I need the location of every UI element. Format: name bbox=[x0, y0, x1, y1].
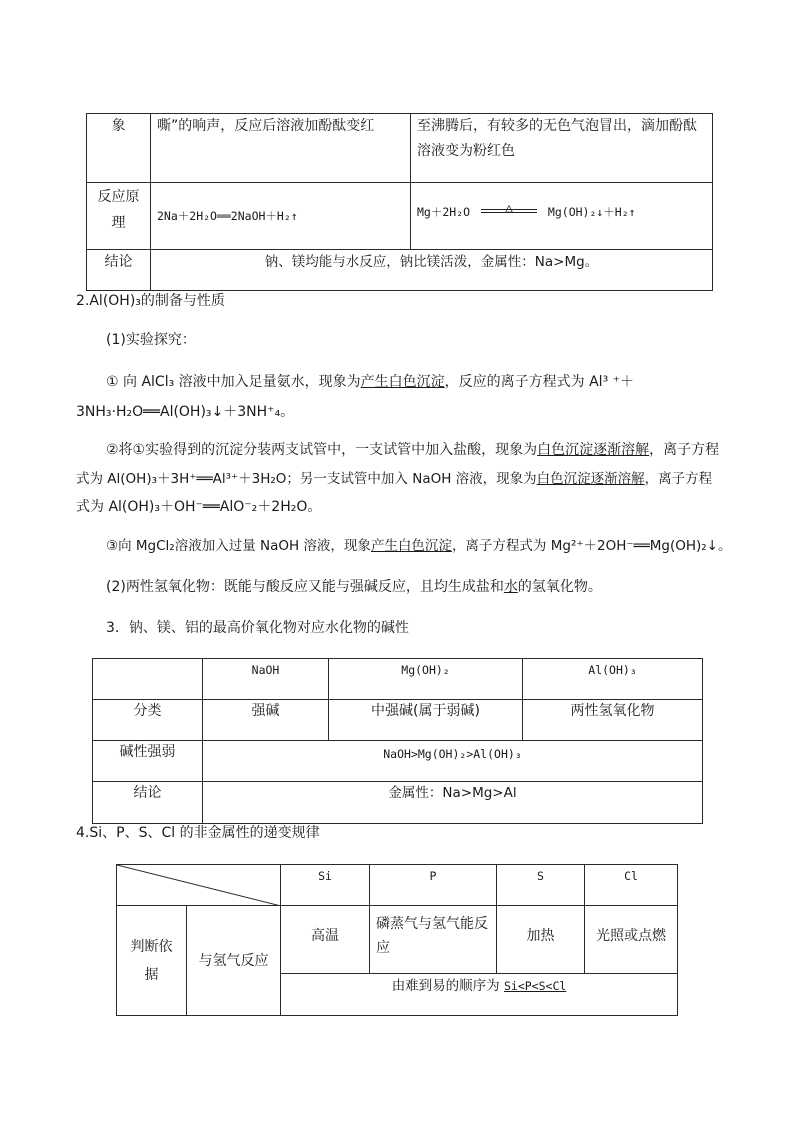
answer-underlined: 产生白色沉淀 bbox=[370, 538, 452, 554]
cell-text: 高温 bbox=[311, 928, 339, 944]
table-cell bbox=[203, 782, 703, 824]
cell-text: 加热 bbox=[526, 928, 555, 944]
table-cell bbox=[203, 700, 329, 741]
table-row bbox=[87, 114, 713, 183]
cell-text: 光照或点燃 bbox=[596, 928, 666, 944]
text: 的氢氧化物。 bbox=[517, 579, 602, 595]
cell-text: 与氢气反应 bbox=[198, 952, 269, 969]
answer-underlined: 白色沉淀逐渐溶解 bbox=[536, 471, 645, 487]
cell-text: 磷蒸气与氢气能反 bbox=[376, 916, 488, 932]
table-cell bbox=[203, 741, 703, 782]
cell-na-observation bbox=[151, 114, 411, 183]
text: (2)两性氢氧化物：既能与酸反应又能与强碱反应，且均生成盐和 bbox=[106, 579, 504, 595]
table-cell bbox=[523, 700, 703, 741]
cell-text: P bbox=[429, 869, 437, 883]
answer-underlined: 水 bbox=[503, 579, 518, 595]
table-row bbox=[87, 183, 713, 250]
table-cell bbox=[329, 700, 523, 741]
text: ，离子方程 bbox=[644, 471, 713, 487]
paragraph-3 bbox=[106, 536, 731, 556]
section-title-nonmetal: 4.Si、P、S、Cl 的非金属性的递变规律 bbox=[76, 825, 320, 841]
table-row bbox=[93, 659, 703, 700]
text: ②将①实验得到的沉淀分装两支试管中，一支试管中加入盐酸，现象为 bbox=[106, 442, 538, 458]
row-label-yuanli bbox=[87, 183, 151, 250]
answer-underlined: 白色沉淀逐渐溶解 bbox=[537, 442, 650, 458]
header-cell-empty bbox=[93, 659, 203, 700]
cell-text: 判断依 bbox=[130, 938, 173, 955]
paragraph-2-line-3: 式为 Al(OH)₃＋OH⁻══AlO⁻₂＋2H₂O。 bbox=[76, 499, 322, 515]
row-label-jielun bbox=[87, 250, 151, 291]
cell-text: NaOH>Mg(OH)₂>Al(OH)₃ bbox=[383, 747, 522, 761]
table-row bbox=[93, 782, 703, 824]
heat-triangle-icon: △ bbox=[505, 201, 513, 216]
table-cell bbox=[370, 906, 497, 974]
cell-text: 应 bbox=[376, 940, 390, 956]
row-label-inner bbox=[187, 906, 281, 1016]
cell-na-equation bbox=[151, 183, 411, 250]
row-label bbox=[93, 782, 203, 824]
table-basicity bbox=[92, 658, 703, 824]
paragraph-1-line-1 bbox=[106, 372, 634, 392]
table-nonmetal bbox=[116, 864, 678, 1016]
cell-mg-observation bbox=[411, 114, 713, 183]
answer-underlined: Si<P<S<Cl bbox=[503, 979, 567, 993]
cell-text: 由难到易的顺序为 bbox=[391, 978, 504, 994]
row-label-xianxiang bbox=[87, 114, 151, 183]
cell-text: 中强碱(属于弱碱) bbox=[371, 703, 480, 719]
section-title-basicity: 3．钠、镁、铝的最高价氧化物对应水化物的碱性 bbox=[106, 620, 409, 636]
table-cell bbox=[585, 906, 678, 974]
diagonal-divider-icon bbox=[117, 865, 281, 906]
cell-text: 反应原 bbox=[97, 189, 140, 205]
text: ，离子方程式为 Mg²⁺＋2OH⁻══Mg(OH)₂↓。 bbox=[451, 538, 732, 554]
table-cell bbox=[281, 906, 370, 974]
text: ① 向 AlCl₃ 溶液中加入足量氨水，现象为 bbox=[106, 374, 361, 390]
reaction-condition-arrow bbox=[481, 201, 537, 216]
equation-text: Mg(OH)₂↓＋H₂↑ bbox=[547, 205, 636, 219]
header-cell bbox=[585, 865, 678, 906]
subheading-amphoteric bbox=[106, 577, 602, 597]
cell-text: Al(OH)₃ bbox=[588, 663, 637, 677]
cell-text: S bbox=[537, 869, 544, 883]
table-na-mg-water bbox=[86, 113, 713, 291]
paragraph-2-line-1 bbox=[106, 440, 719, 460]
cell-text: 据 bbox=[144, 966, 159, 983]
paragraph-2-line-2 bbox=[76, 469, 712, 489]
cell-text: 金属性：Na>Mg>Al bbox=[388, 785, 517, 801]
cell-text: Si bbox=[318, 869, 332, 883]
cell-text: Mg(OH)₂ bbox=[401, 663, 450, 677]
table-cell-order bbox=[281, 974, 678, 1016]
equation-text: Mg＋2H₂O bbox=[417, 205, 471, 219]
row-label bbox=[93, 741, 203, 782]
cell-text: 碱性强弱 bbox=[119, 744, 176, 760]
text: ，离子方程 bbox=[649, 442, 720, 458]
equation-text: 2Na＋2H₂O══2NaOH＋H₂↑ bbox=[157, 209, 298, 223]
cell-text: 结论 bbox=[104, 254, 133, 270]
cell-text: 强碱 bbox=[251, 703, 280, 719]
header-cell bbox=[370, 865, 497, 906]
section-title-al-oh3: 2.Al(OH)₃的制备与性质 bbox=[76, 293, 225, 309]
cell-text: 嘶”的响声，反应后溶液加酚酞变红 bbox=[157, 118, 375, 134]
row-label bbox=[93, 700, 203, 741]
cell-text: 分类 bbox=[133, 703, 162, 719]
cell-text: 理 bbox=[111, 215, 126, 231]
text: ，反应的离子方程式为 Al³ ⁺＋ bbox=[444, 374, 635, 390]
cell-text: Cl bbox=[624, 869, 638, 883]
text: ③向 MgCl₂溶液加入过量 NaOH 溶液，现象 bbox=[106, 538, 371, 554]
header-cell bbox=[203, 659, 329, 700]
header-cell bbox=[329, 659, 523, 700]
cell-text: NaOH bbox=[251, 663, 280, 677]
cell-text: 结论 bbox=[133, 785, 162, 801]
header-cell bbox=[281, 865, 370, 906]
header-cell bbox=[497, 865, 585, 906]
table-row bbox=[93, 741, 703, 782]
header-cell bbox=[523, 659, 703, 700]
cell-text: 钠、镁均能与水反应，钠比镁活泼，金属性：Na>Mg。 bbox=[264, 254, 599, 270]
table-cell bbox=[497, 906, 585, 974]
cell-conclusion bbox=[151, 250, 713, 291]
text: 式为 Al(OH)₃＋3H⁺══Al³⁺＋3H₂O；另一支试管中加入 NaOH 溶液，现象为 bbox=[76, 471, 537, 487]
table-row bbox=[117, 865, 678, 906]
cell-text: 两性氢氧化物 bbox=[570, 703, 655, 719]
table-row bbox=[117, 906, 678, 974]
cell-text: 溶液变为粉红色 bbox=[417, 143, 515, 159]
subheading-experiment: (1)实验探究： bbox=[106, 332, 196, 348]
cell-text: 至沸腾后，有较多的无色气泡冒出，滴加酚酞 bbox=[417, 118, 697, 134]
paragraph-1-line-2: 3NH₃·H₂O══Al(OH)₃↓＋3NH⁺₄。 bbox=[76, 404, 295, 420]
row-label-outer bbox=[117, 906, 187, 1016]
cell-text: 象 bbox=[111, 118, 126, 134]
cell-mg-equation bbox=[411, 183, 713, 250]
answer-underlined: 产生白色沉淀 bbox=[360, 374, 445, 390]
header-diagonal-cell bbox=[117, 865, 281, 906]
table-row bbox=[93, 700, 703, 741]
table-row bbox=[87, 250, 713, 291]
